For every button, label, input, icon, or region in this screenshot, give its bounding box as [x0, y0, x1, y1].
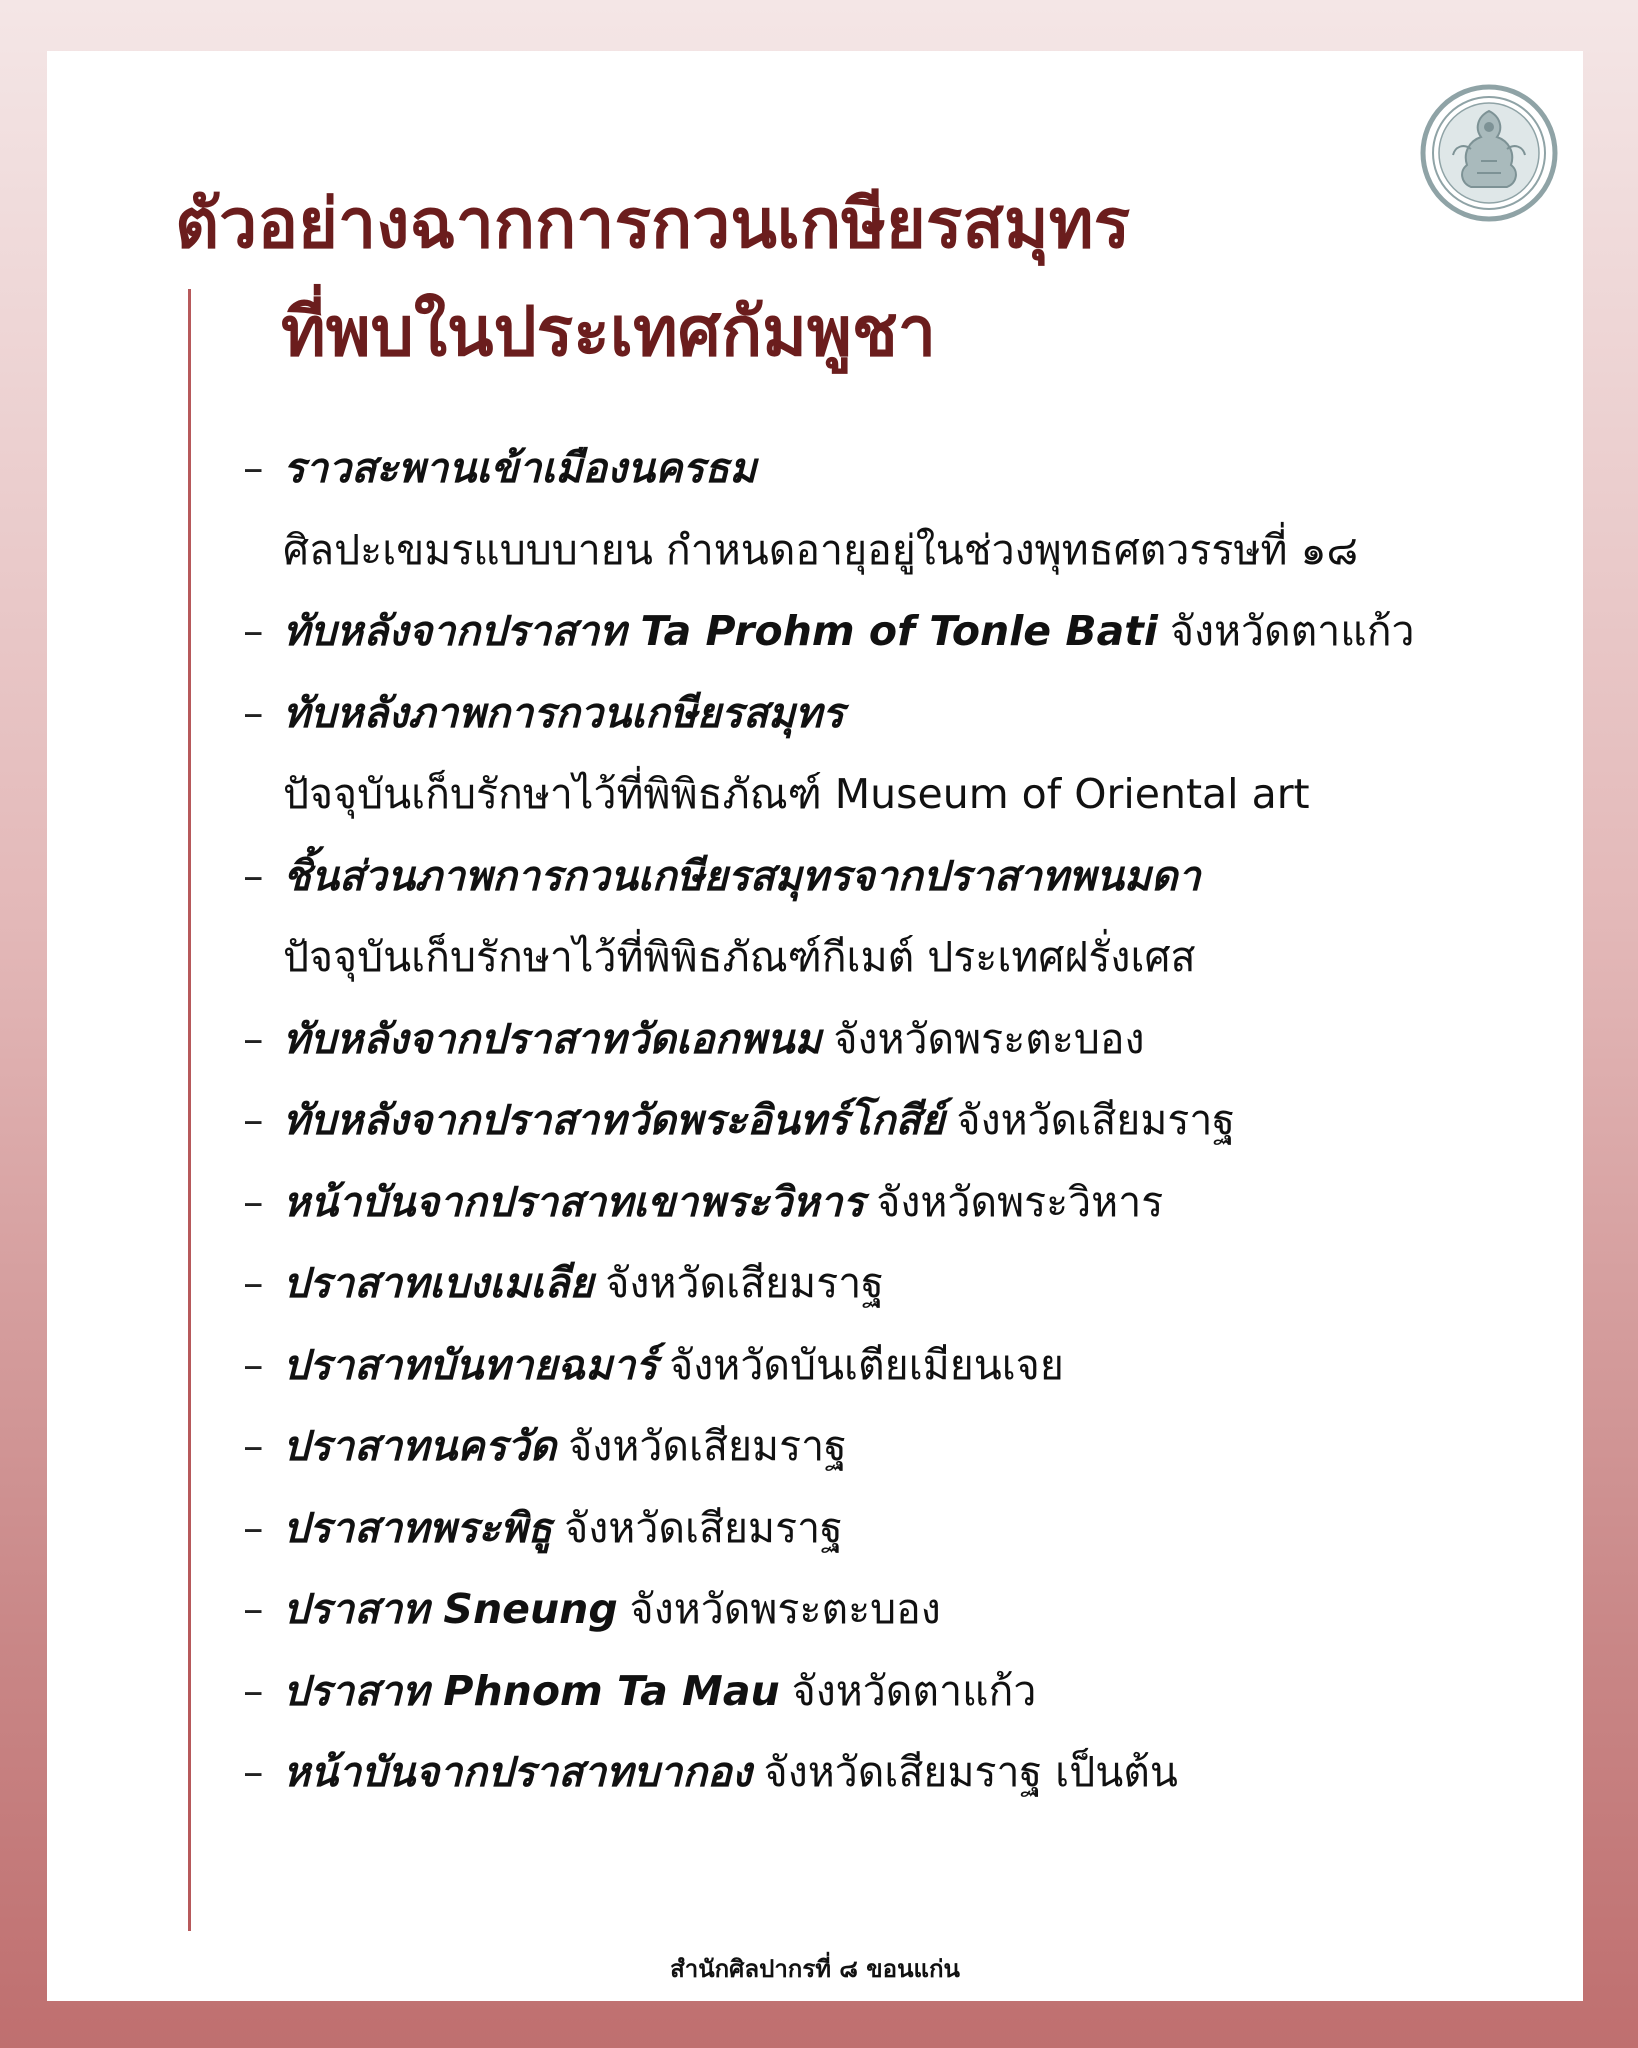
list-item: [243, 681, 1543, 844]
item-location: จังหวัดพระวิหาร: [876, 1177, 1164, 1226]
fine-arts-seal-icon: [1419, 83, 1559, 223]
item-location: จังหวัดพระตะบอง: [629, 1585, 941, 1633]
list-item: [243, 436, 1543, 599]
list-item: [243, 1740, 1543, 1822]
item-label: ปราสาท Phnom Ta Mau: [283, 1666, 780, 1715]
item-location: จังหวัดเสียมราฐ: [605, 1259, 884, 1307]
bullet-dash: –: [243, 851, 264, 900]
list-item: [243, 599, 1543, 681]
list-item: [243, 1577, 1543, 1659]
list-item: [243, 844, 1543, 1007]
item-label: ปราสาทพระพิธู: [283, 1503, 553, 1552]
item-label: ปราสาท Sneung: [283, 1585, 618, 1633]
item-location: จังหวัดตาแก้ว: [791, 1666, 1037, 1715]
item-detail: ปัจจุบันเก็บรักษาไว้ที่พิพิธภัณฑ์กีเมต์ ประเทศฝรั่งเศส: [283, 933, 1196, 981]
poster-card: [47, 51, 1583, 2001]
list-item: [243, 1251, 1543, 1333]
site-list: [243, 436, 1543, 1822]
bullet-dash: –: [243, 607, 264, 655]
item-label: ชิ้นส่วนภาพการกวนเกษียรสมุทรจากปราสาทพนมดา: [283, 851, 1201, 900]
item-label: ราวสะพานเข้าเมืองนครธม: [283, 444, 757, 492]
item-label: หน้าบันจากปราสาทเขาพระวิหาร: [283, 1177, 865, 1226]
item-detail: ปัจจุบันเก็บรักษาไว้ที่พิพิธภัณฑ์ Museum of Oriental art: [283, 770, 1310, 818]
item-label: ปราสาทนครวัด: [283, 1422, 557, 1470]
list-item: [243, 1496, 1543, 1578]
list-item: [243, 1333, 1543, 1415]
bullet-dash: –: [243, 1014, 264, 1063]
list-item: [243, 1007, 1543, 1089]
bullet-dash: –: [243, 1259, 264, 1307]
bullet-dash: –: [243, 444, 264, 492]
item-label: ทับหลังจากปราสาทวัดพระอินทร์โกสีย์: [283, 1096, 945, 1144]
bullet-dash: –: [243, 1503, 264, 1552]
bullet-dash: –: [243, 1748, 264, 1796]
list-item: [243, 1088, 1543, 1170]
item-location: จังหวัดเสียมราฐ: [564, 1503, 843, 1552]
bullet-dash: –: [243, 688, 264, 737]
footer-office-name: สำนักศิลปากรที่ ๘ ขอนแก่น: [670, 1955, 960, 1983]
item-location: จังหวัดตาแก้ว: [1169, 607, 1415, 655]
bullet-dash: –: [243, 1096, 264, 1144]
bullet-dash: –: [243, 1340, 264, 1389]
item-label: ปราสาทบันทายฉมาร์: [283, 1340, 658, 1389]
bullet-dash: –: [243, 1585, 264, 1633]
item-label: ทับหลังจากปราสาทวัดเอกพนม: [283, 1014, 822, 1063]
item-location: จังหวัดเสียมราฐ: [568, 1422, 847, 1470]
bullet-dash: –: [243, 1422, 264, 1470]
bullet-dash: –: [243, 1177, 264, 1226]
title-line-2: ที่พบในประเทศกัมพูชา: [281, 293, 937, 372]
item-detail: ศิลปะเขมรแบบบายน กำหนดอายุอยู่ในช่วงพุทธศตวรรษที่ ๑๘: [283, 525, 1359, 574]
item-label: ทับหลังภาพการกวนเกษียรสมุทร: [283, 688, 845, 737]
list-item: [243, 1170, 1543, 1252]
list-item: [243, 1414, 1543, 1496]
vertical-accent-rule: [188, 289, 191, 1931]
item-location: จังหวัดพระตะบอง: [833, 1014, 1145, 1063]
item-label: หน้าบันจากปราสาทบากอง: [283, 1748, 752, 1796]
title-line-1: ตัวอย่างฉากการกวนเกษียรสมุทร: [175, 185, 1131, 264]
page-title: [175, 171, 1130, 387]
item-location: จังหวัดบันเตียเมียนเจย: [669, 1340, 1064, 1389]
bullet-dash: –: [243, 1666, 264, 1715]
list-item: [243, 1659, 1543, 1741]
item-label: ทับหลังจากปราสาท Ta Prohm of Tonle Bati: [283, 607, 1158, 655]
item-location: จังหวัดเสียมราฐ: [956, 1096, 1236, 1144]
item-label: ปราสาทเบงเมเลีย: [283, 1259, 594, 1307]
item-location: จังหวัดเสียมราฐ เป็นต้น: [763, 1748, 1178, 1796]
